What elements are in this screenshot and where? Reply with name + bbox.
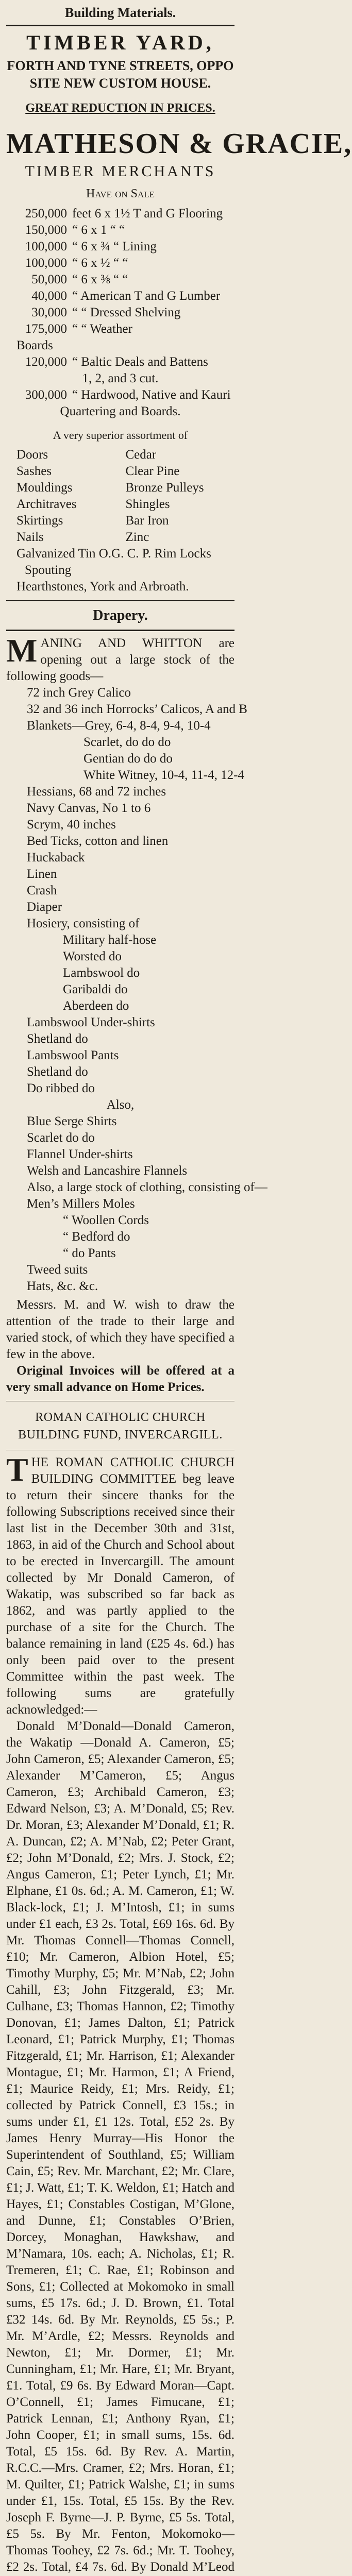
stock-row — [6, 239, 234, 255]
stock-row — [6, 387, 234, 403]
divider — [6, 630, 234, 631]
drapery-item: Lambswool Under-shirts — [27, 1015, 155, 1029]
divider — [6, 25, 234, 26]
drapery-item: Also, — [106, 1098, 135, 1112]
drapery-item: “ Woollen Cords — [63, 1213, 149, 1227]
ad-address-line-1: FORTH AND TYNE STREETS, OPPO — [7, 58, 234, 73]
have-on-sale-label: Have on Sale — [86, 187, 155, 200]
church-fund-intro — [6, 1451, 234, 1718]
stock-row — [6, 304, 234, 321]
drapery-item: Blankets—Grey, 6-4, 8-4, 9-4, 10-4 — [27, 719, 211, 733]
stock-list — [6, 206, 234, 337]
drapery-item: Hats, &c. &c. — [27, 1279, 98, 1293]
firm-name: MATHESON & GRACIE, — [6, 128, 352, 160]
drapery-item: Linen — [27, 867, 57, 881]
stock-row — [6, 354, 234, 370]
stock-desc: “ 6 x ⅜ “ “ — [72, 273, 128, 286]
assortment-item: Sashes — [16, 464, 52, 478]
stock-row — [6, 272, 234, 288]
assortment-item: Bar Iron — [125, 514, 169, 528]
drapery-item: Also, a large stock of clothing, consisting of— — [27, 1180, 267, 1194]
drapery-item: Flannel Under-shirts — [27, 1147, 133, 1161]
drapery-item: Shetland do — [27, 1032, 88, 1046]
section-title-building: Building Materials. — [64, 5, 176, 20]
timber-yard-advertisement — [6, 30, 352, 595]
drapery-item: Worsted do — [63, 950, 122, 963]
baltic-sizes: 1, 2, and 3 cut. — [82, 371, 159, 385]
stock-desc: “ Baltic Deals and Battens — [72, 355, 208, 369]
stock-qty: 250,000 — [25, 207, 67, 221]
drapery-item: Blue Serge Shirts — [27, 1114, 117, 1128]
drapery-item: Aberdeen do — [63, 999, 129, 1013]
ad-address-line-2: SITE NEW CUSTOM HOUSE. — [29, 76, 211, 91]
stock-qty: 300,000 — [25, 388, 67, 402]
assortment-item: Doors — [16, 448, 48, 462]
drop-cap: T — [6, 1451, 28, 1488]
drapery-item: Garibaldi do — [63, 982, 128, 996]
stock-qty: 50,000 — [31, 273, 67, 286]
section-title-drapery: Drapery. — [93, 607, 148, 623]
drapery-item: Scrym, 40 inches — [27, 818, 116, 832]
stock-row — [6, 206, 234, 222]
drapery-item: Do ribbed do — [27, 1081, 95, 1095]
spouting-line: Spouting — [25, 563, 72, 577]
drapery-invoices: Original Invoices will be offered at a very small advance on Home Prices. — [6, 1364, 234, 1394]
drapery-item: “ Bedford do — [63, 1230, 130, 1244]
stock-row — [6, 321, 234, 337]
assortment-item: Clear Pine — [125, 464, 180, 478]
stock-row — [6, 255, 234, 272]
assortment-item: Shingles — [125, 497, 170, 511]
drapery-item: Navy Canvas, No 1 to 6 — [27, 801, 151, 815]
drapery-item: Bed Ticks, cotton and linen — [27, 834, 169, 848]
drapery-item: Diaper — [27, 900, 62, 914]
stock-desc: “ American T and G Lumber — [72, 289, 221, 303]
church-fund-intro-text: HE ROMAN CATHOLIC CHURCH BUILDING COMMITTEE beg leave to return their sincere thanks for the following Subscriptions received since their last list in the December 30th and 31st, 1863, in aid of the Church and School about to be erected in Invercargill. The amount collected by Mr Donald Cameron, of Wakatip, was subscribed so far back as 1862, and was partly applied to the purchase of a site for the Church. The balance remaining in land (£25 4s. 6d.) has only been paid over to the present Committee within the past week. The following sums are gratefully acknowledged:— — [6, 1455, 234, 1717]
assortment-intro: A very superior assortment of — [53, 429, 188, 442]
drapery-outro: Messrs. M. and W. wish to draw the attention of the trade to their large and varied stock, of which they have specified a few in the above. — [6, 1298, 234, 1361]
stock-row — [6, 288, 234, 304]
ad-notice: GREAT REDUCTION IN PRICES. — [25, 101, 215, 115]
assortment-item: Mouldings — [16, 481, 73, 495]
ad-title: TIMBER YARD, — [26, 31, 214, 54]
drapery-item: White Witney, 10-4, 11-4, 12-4 — [83, 768, 244, 782]
assortment-item: Nails — [16, 530, 44, 544]
drapery-item: Hessians, 68 and 72 inches — [27, 785, 166, 799]
firm-subtitle: TIMBER MERCHANTS — [25, 163, 216, 180]
drapery-item: Gentian do do do — [83, 752, 173, 766]
hearthstones-line: Hearthstones, York and Arbroath. — [16, 580, 189, 594]
drapery-item: 32 and 36 inch Horrocks’ Calicos, A and B — [27, 702, 247, 716]
stock-desc: “ “ Dressed Shelving — [72, 306, 181, 319]
assortment-item: Cedar — [125, 448, 157, 462]
stock-qty: 175,000 — [25, 322, 67, 336]
stock-desc: “ Hardwood, Native and Kauri — [72, 388, 231, 402]
stock-qty: 100,000 — [25, 256, 67, 270]
drapery-item: Men’s Millers Moles — [27, 1197, 135, 1211]
assortment-item: Architraves — [16, 497, 77, 511]
drapery-item: Scarlet, do do do — [83, 735, 171, 749]
assortment-item: Zinc — [125, 530, 149, 544]
stock-desc: “ 6 x ¾ “ Lining — [72, 240, 157, 253]
drapery-item: Welsh and Lancashire Flannels — [27, 1164, 188, 1178]
subscription-list: Donald M’Donald—Donald Cameron, the Wakatip —Donald A. Cameron, £5; John Cameron, £5; Alexander Cameron, £5; Alexander M’Cameron, £5; Angus Cameron, £3; Archibald Cameron, £3; Edward Nelson, £3; A. M’Donald, £5; Rev. Dr. Moran, £3; Alexander M’Donald, £1; R. A. Duncan, £2; A. M’Nab, £2; Peter Grant, £2; John M’Donald, £2; Mrs. J. Stock, £2; Angus Cameron, £1; Peter Lynch, £1; Mr. Elphane, £1 0s. 6d.; A. M. Cameron, £1; W. Black-lock, £1; J. M’Intosh, £1; in sums under £1 each, £3 2s. Total, £69 16s. 6d. By Mr. Thomas Connell—Thomas Connell, £10; Mr. Cameron, Albion Hotel, £5; Timothy Murphy, £5; Mr. M’Nab, £2; John Cahill, £3; John Fitzgerald, £3; Mr. Culhane, £3; Thomas Hannon, £2; Timothy Donovan, £1; James Dalton, £1; Patrick Leonard, £1; Patrick Murphy, £1; Thomas Fitzgerald, £1; Mr. Harrison, £1; Alexander Montague, £1; Mr. Harmon, £1; A Friend, £1; Maurice Reidy, £1; Mrs. Reidy, £1; collected by Patrick Connell, £3 15s.; in sums under £1, £1 12s. Total, £52 2s. By James Henry Murray—His Honor the Superintendent of Southland, £5; William Cain, £5; Rev. Mr. Marchant, £2; Mr. Clare, £1; J. Watt, £1; T. K. Weldon, £1; Hatch and Hayes, £1; Constables Costigan, M’Glone, and Dunne, £1; Constables O’Brien, Dorcey, Monaghan, Hawkshaw, and M’Namara, 10s. each; A. Nicholas, £1; R. Tremeren, £1; C. Rae, £1; Robinson and Sons, £1; Collected at Mokomoko in small sums, £5 17s. 6d.; J. D. Brown, £1. Total £32 14s. 6d. By Mr. Reynolds, £5 5s.; P. Mr. M’Ardle, £2; Messrs. Reynolds and Newton, £1; Mr. Dormer, £1; Mr. Cunningham, £1; Mr. Hare, £1; Mr. Bryant, £1. Total, £9 6s. By Edward Moran—Capt. O’Connell, £1; James Fimucane, £1; Patrick Lennan, £1; Anthony Ryan, £1; John Cooper, £1; in small sums, 15s. 6d. Total, £5 15s. 6d. By Rev. A. Martin, R.C.C.—Mrs. Cramer, £2; Mrs. Horan, £1; M. Quilter, £1; Patrick Walshe, £1; in sums under £1, 15s. Total, £5 15s. By the Rev. Joseph F. Byrne—J. P. Byrne, £5 5s. Total, £5 5s. By Mr. Fenton, Mokomoko—Thomas Toohey, £2 7s. 6d.; Mr. T. Toohey, £2 2s. Total, £4 7s. 6d. By Donald M’Leod — [6, 1719, 234, 2574]
assortment-item: Bronze Pulleys — [125, 481, 204, 495]
galvanized-line: Galvanized Tin O.G. C. P. Rim Locks — [16, 547, 211, 561]
church-fund-title: ROMAN CATHOLIC CHURCH BUILDING FUND, INVERCARGILL. — [18, 1411, 223, 1442]
drapery-item: Crash — [27, 884, 57, 897]
stock-desc: “ 6 x ½ “ “ — [72, 256, 128, 270]
assortment-item: Skirtings — [16, 514, 63, 528]
stock-qty: 120,000 — [25, 355, 67, 369]
boards-label: Boards — [16, 338, 53, 352]
hardwood-sub: Quartering and Boards. — [60, 404, 181, 418]
stock-desc: “ 6 x 1 “ “ — [72, 223, 125, 237]
stock-qty: 150,000 — [25, 223, 67, 237]
drapery-item: Huckaback — [27, 851, 85, 865]
drapery-intro — [6, 632, 234, 685]
drapery-item-list — [6, 685, 267, 1295]
drapery-item: Lambswool Pants — [27, 1048, 119, 1062]
drapery-intro-text: ANING AND WHITTON are opening out a large stock of the following goods— — [6, 636, 234, 683]
stock-qty: 40,000 — [31, 289, 67, 303]
drapery-item: Tweed suits — [27, 1263, 88, 1277]
stock-qty: 100,000 — [25, 240, 67, 253]
stock-desc: feet 6 x 1½ T and G Flooring — [72, 207, 223, 221]
drapery-advertisement — [6, 632, 267, 1396]
drapery-item: Hosiery, consisting of — [27, 917, 140, 930]
drapery-item: 72 inch Grey Calico — [27, 686, 131, 700]
drapery-item: Shetland do — [27, 1065, 88, 1079]
drapery-item: “ do Pants — [63, 1246, 116, 1260]
stock-desc: “ “ Weather — [72, 322, 132, 336]
divider — [6, 600, 234, 601]
drapery-item: Military half-hose — [63, 933, 157, 947]
assortment-grid — [6, 447, 234, 546]
drapery-item: Lambswool do — [63, 966, 140, 980]
stock-qty: 30,000 — [31, 306, 67, 319]
stock-row — [6, 222, 234, 239]
drapery-item: Scarlet do do — [27, 1131, 95, 1145]
drop-cap: M — [6, 632, 38, 669]
